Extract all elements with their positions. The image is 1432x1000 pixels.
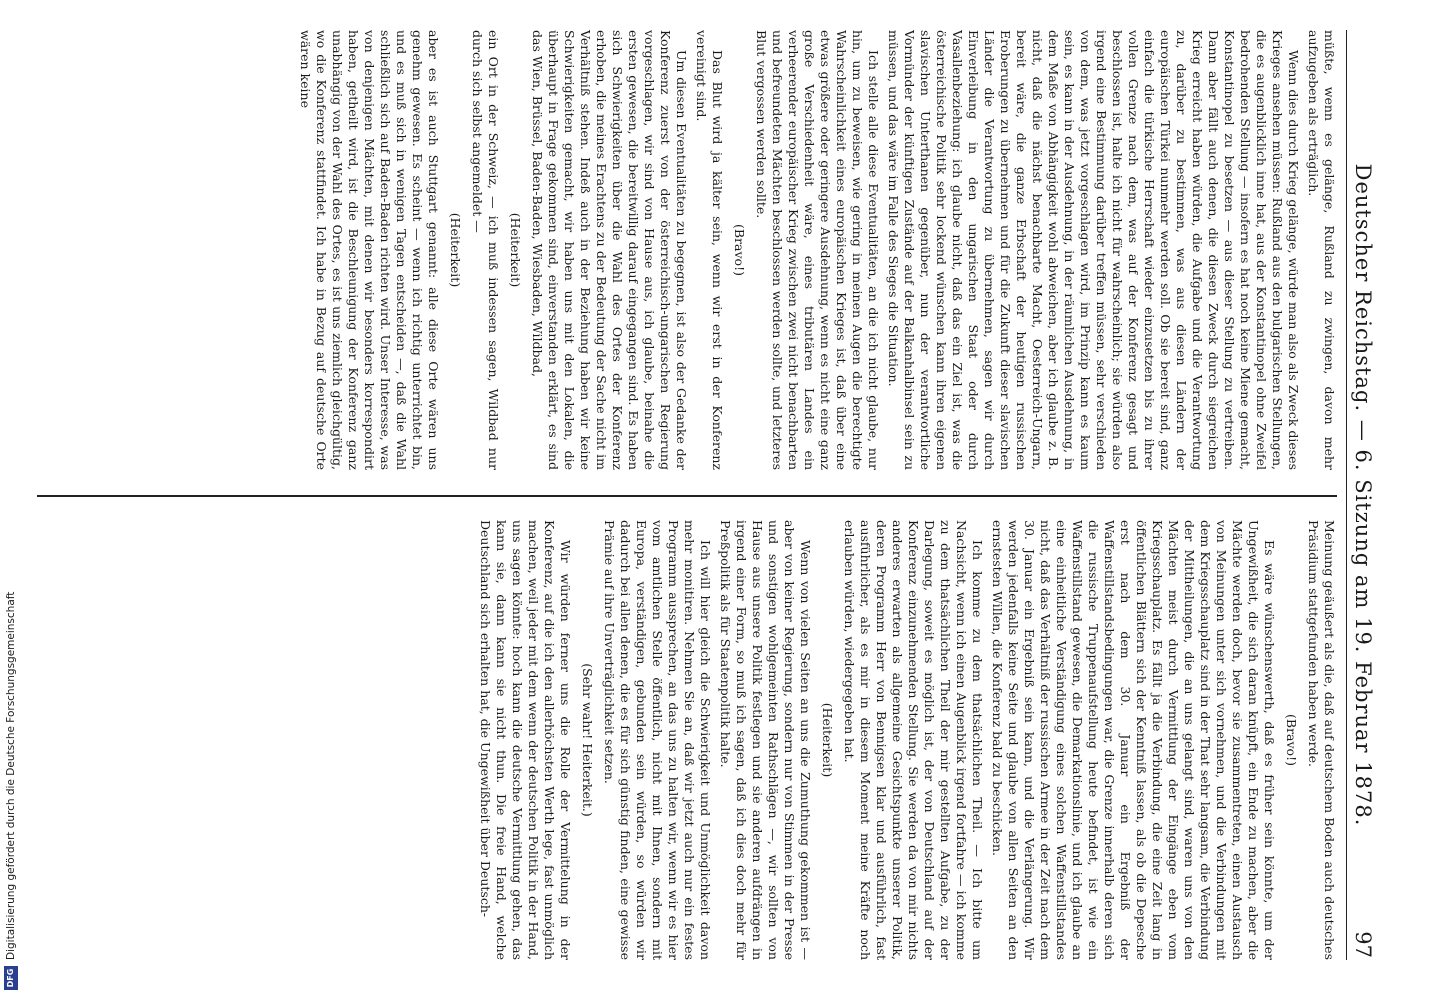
interjection-remark: (Bravo!): [732, 224, 747, 276]
text-paragraph: Um diesen Eventualitäten zu begegnen, ist also der Gedanke der Konferenz zuerst von der österreichisch-ungarischen Regierung vorgeschlagen, wir sind von Hause aus, ich glaube, beinahe die ersten gewesen, die bereitwillig darauf eingegangen sind. Es haben sich Schwierigkeiten über die Wahl des Ortes der Konferenz erhoben, die meines Erachtens zu der Bedeutung der Sache nicht im Verhältniß stehen. Indeß auch in der Beziehung haben wir keine Schwierigkeiten gemacht, wir haben uns mit den Lokalen, die überhaupt in Frage gekommen sind, einverstanden erklärt, es sind das Wien, Brüssel, Baden-Baden, Wiesbaden, Wildbad,: [530, 30, 689, 470]
text-paragraph: Meinung geäußert als die, daß auf deutschem Boden auch deutsches Präsidium stattgefunden haben werde.: [1306, 520, 1337, 960]
page-number: 97: [1351, 931, 1375, 958]
running-head: [1346, 30, 1377, 960]
interjection-remark: (Bravo!): [1284, 714, 1299, 766]
running-head-title: Deutscher Reichstag. — 6. Sitzung am 19. Februar 1878.: [1351, 163, 1375, 827]
text-paragraph: Das Blut wird ja kälter sein, wenn wir erst in der Konferenz vereinigt sind.: [694, 30, 725, 470]
right-text-column: [473, 520, 1337, 960]
text-paragraph: Ich will hier gleich die Schwierigkeit und Unmöglichkeit davon mehr monitiren. Nehmen Sie an, daß wir jetzt auch nur ein festes Programm aussprechen, an das uns zu halten wir, wenn wir es hier vom amtlichen Stelle öffentlich, nicht mit Ihnen, sondern mit Europa, verständigen, gebunden sein würden, so würden wir dadurch bei allen denen, die es für sich günstig finden, eine gewisse Prämie auf ihre Unverträglichkeit setzen.: [602, 520, 713, 960]
interjection-remark: (Heiterkeit): [820, 702, 835, 778]
dfg-logo-icon: DFG: [4, 966, 18, 990]
text-paragraph: müßte, wenn es gelänge, Rußland zu zwingen, davon mehr aufzugeben als erträglich.: [1306, 30, 1337, 470]
text-paragraph: Wenn von vielen Seiten an uns die Zumuthung gekommen ist — aber von keiner Regierung, sondern nur von Stimmen in der Presse und sonstigen wohlgemeinten Rathschlägen —, wir sollten von Hause aus unsere Politik festlegen und sie anderen aufdrängen in irgend einer Form, so muß ich sagen, daß ich dies doch mehr für Preßpolitik als für Staatenpolitik halte.: [718, 520, 813, 960]
text-paragraph: ein Ort in der Schweiz, — ich muß indessen sagen, Wildbad nur durch sich selbst angemeldet —: [470, 30, 501, 470]
text-paragraph: aber es ist auch Stuttgart genannt: alle diese Orte wären uns genehm gewesen. Es scheint — wenn ich richtig unterrichtet bin, und es muß sich in wenigen Tagen entscheiden —, daß die Wahl schließlich sich auf Baden-Baden richten wird. Unser Interesse, was von denjenigen Mächten, mit denen wir besonders korrespondirt haben, getheilt wird, ist die Beschleunigung der Konferenz ganz unabhängig von der Wahl des Ortes, es ist uns ziemlich gleichgültig, wo die Konferenz stattfindet. Ich habe in Bezug auf deutsche Orte wären keine: [298, 30, 441, 470]
interjection-remark: (Sehr wahr! Heiterkeit.): [580, 663, 595, 817]
digitization-credit: [2, 570, 20, 990]
text-paragraph: Wenn dies durch Krieg gelänge, würde man also als Zweck dieses Krieges ansehen müssen: Rußland aus den bulgarischen Stellungen, die es augenblicklich inne hat, aus der Konstantinopel ohne Zweifel bedrohenden Stellung — insofern es hat noch keine Miene gemacht, Konstantinopel zu besetzen — aus dieser Stellung zu vertreiben. Dann aber fällt auch denen, die diesen Zweck durch siegreichen Krieg erreicht haben würden, die Aufgabe und die Verantwortung zu, darüber zu bestimmen, was aus diesen Ländern der europäischen Türkei nunmehr werden soll. Ob sie bereit sind, ganz einfach die türkische Herrschaft wieder einzusetzen bis zu ihrer vollen Grenze nach dem, was auf der Konferenz gesagt und beschlossen ist, halte ich nicht für wahrscheinlich; sie würden also irgend eine Bestimmung darüber treffen müssen, sehr verschieden von dem, was jetzt vorgeschlagen wird, im Prinzip kann es kaum sein, es kann in der Ausdehnung, in der räumlichen Ausdehnung, in dem Maße von Abhängigkeit wohl abweichen, aber ich glaube z. B. nicht, daß die nächst benachbarte Macht, Oesterreich-Ungarn, bereit wäre, die ganze Erbschaft der heutigen russischen Eroberungen zu übernehmen und für die Zukunft dieser slavischen Länder die Verantwortung zu übernehmen, sagen wir durch Einverleibung in den ungarischen Staat oder durch Vasallenbeziehung: ich glaube nicht, daß das ein Ziel ist, was die österreichische Politik sehr lockend wünschen kann ihren eigenen slavischen Unterthanen gegenüber, nun der verantwortliche Vormünder der künftigen Zustände auf der Balkanhalbinsel sein zu müssen, und das wäre im Falle des Sieges die Situation.: [886, 30, 1301, 470]
left-text-column: [293, 30, 1337, 470]
text-paragraph: Es wäre wünschenswerth, daß es früher sein könnte, um der Ungewißheit, die sich daran knüpft, ein Ende zu machen, aber die Mächte werden doch, bevor sie zusammentreten, einen Austausch von Meinungen unter sich vornehmen, und die Verbindungen mit dem Kriegsschauplatz sind in der That sehr langsam, die Verbindung der Mittheilungen, die an uns gelangt sind, waren uns von den Mächten meist durch Vermittlung der Eingänge eben vom Kriegsschauplatz. Es fällt ja die Verbindung, die eine Zeit lang in öffentlichen Blättern sich der Kenntniß lassen, als ob die Depesche erst nach dem 30. Januar ein Ergebniß der Waffenstillstandsbedingungen war, die Grenze innerhalb deren sich die russische Truppenaufstellung heute befindet, ist wie ein Waffenstillstand gewesen, die Demarkationslinie, und ich glaube an eine einheitliche Verständigung eines solchen Waffenstillstandes nicht, daß das Verhältniß der russischen Armee in der Zeit nach dem 30. Januar ein Ergebniß sein kann, und die Verlängerung. Wir werden jedenfalls keine Seite und glaube von allen Seiten an den ernstesten Willen, die Konferenz bald zu beschicken.: [990, 520, 1277, 960]
column-divider: [37, 495, 1337, 497]
credit-text: Digitalisierung gefördert durch die Deutsche Forschungsgemeinschaft: [5, 591, 17, 960]
text-paragraph: Ich komme zu dem thatsächlichen Theil. — Ich bitte um Nachsicht, wenn ich einen Augenblick irgend fortfahre — ich komme zu dem thatsächlichen Theil der mir gestellten Aufgabe, zu der Darlegung, soweit es möglich ist, der von Deutschland auf der Konferenz einzunehmenden Stellung. Sie werden da von mir nichts anderes erwarten als allgemeine Gesichtspunkte unserer Politik, deren Programm Herr von Bennigsen klar und ausführlich, fast ausführlicher, als es mir in diesem Moment meine Kräfte noch erlauben würden, wiedergegeben hat.: [842, 520, 985, 960]
interjection-remark: (Heiterkeit): [448, 212, 463, 288]
interjection-remark: (Heiterkeit): [508, 212, 523, 288]
text-paragraph: Ich stelle alle diese Eventualitäten, an die ich nicht glaube, nur hin, um zu beweisen, wie gering in meinen Augen die berechtigte Wahrscheinlichkeit eines europäischen Krieges ist, daß über eine etwas größere oder geringere Ausdehnung, wenn es nicht eine ganz große Verschiedenheit wäre, eines tributären Landes ein verheerender europäischer Krieg zwischen zwei nicht benachbarten und befreundeten Mächten beschlossen werden sollte, und letzteres Blut vergossen werden sollte.: [754, 30, 881, 470]
text-paragraph: Wir würden ferner uns die Rolle der Vermittelung in der Konferenz, auf die ich den allerhöchsten Werth lege, fast unmöglich machen, weil jeder mit dem wenn der deutschen Politik in der Hand, uns sagen könnte: hoch kann die deutsche Vermittlung gehen, das kann sie, dann kann sie nicht thun. Die freie Hand, welche Deutschland sich erhalten hat, die Ungewißheit über Deutsch-: [478, 520, 573, 960]
